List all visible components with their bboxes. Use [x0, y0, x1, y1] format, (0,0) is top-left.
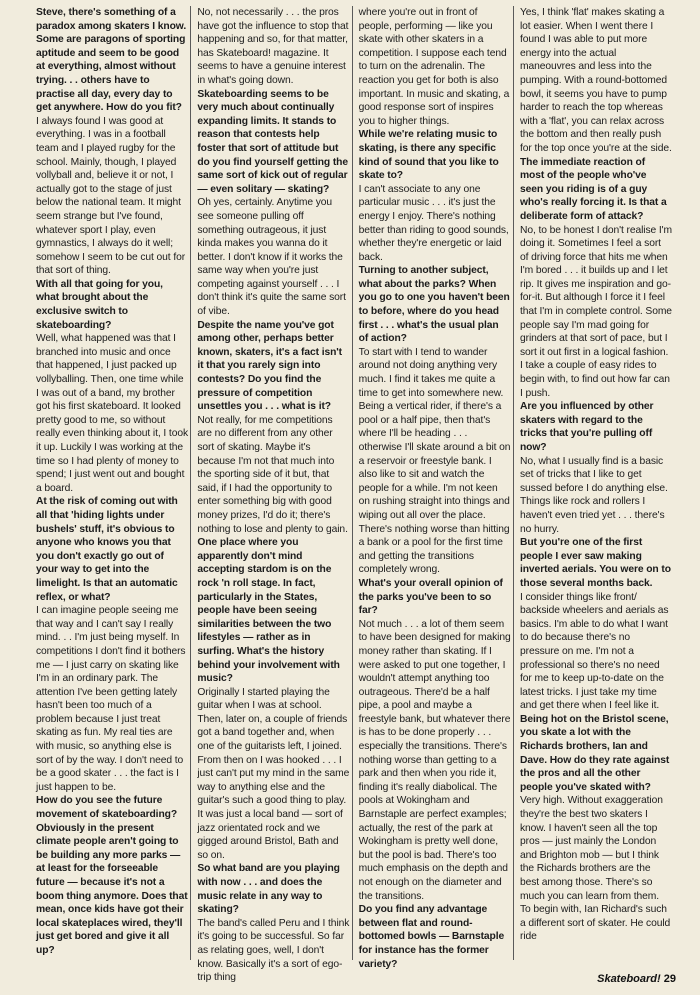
interview-answer: No, not necessarily . . . the pros have got the influence to stop that happening and so, for that matter, has Skateboard! magazine. It seems to have a genuine interest in what's going down.: [197, 7, 349, 86]
page-footer: [597, 973, 676, 985]
interview-answer: No, what I usually find is a basic set of tricks that I like to get sussed before I do anything else. Things like rock and rollers I haven't even tried yet . . . there's no hurry.: [519, 455, 668, 535]
interview-answer: I consider things like front/ backside wheelers and aerials as basics. I'm able to do what I want to do because there's no pressure on me. I'm not a professional so there's no need for me to keep up-to-date on the latest tricks. I just take my time and get there when I feel like it.: [519, 591, 669, 712]
column-4: [513, 6, 672, 960]
interview-answer: I always found I was good at everything. I was in a football team and I played rugby for the school. Mainly, though, I played vollyball and, believe it or not, I actually got to the stage of just below the national team. It might seem strange but I've found, whatever sport I play, even gymnastics, I always do it well; somehow I seem to be cut out for that sort of thing.: [36, 115, 186, 277]
interview-question: One place where you apparently don't mind accepting stardom is on the rock 'n roll stage. In fact, particularly in the States, people have been seeing similarities between the two lifestyles — rather as in surfing. What's the history behind your involvement with music?: [197, 537, 340, 685]
column-1: [36, 6, 188, 960]
interview-answer: Not really, for me competitions are no different from any other sort of skating. Maybe it's because I'm not that much into the sporting side of it but, that said, if I had the opportunity to enter something big with good money prizes, I'd do it; there's nothing to lose and plenty to gain.: [197, 414, 348, 535]
interview-answer: I can't associate to any one particular music . . . it's just the energy I enjoy. There's nothing better than riding to good sounds, whether they're energetic or laid back.: [358, 183, 509, 263]
interview-question: While we're relating music to skating, is there any specific kind of sound that you like to skate to?: [358, 129, 499, 182]
interview-question: Skateboarding seems to be very much about continually expanding limits. It stands to reason that contests help foster that sort of attitude but do you find yourself getting the same sort of kick out of regular — even solitary — skating?: [197, 88, 349, 195]
interview-question: What's your overall opinion of the parks you've been to so far?: [358, 577, 503, 617]
interview-answer: No, to be honest I don't realise I'm doing it. Sometimes I feel a sort of driving force that hits me when I'm bored . . . it builds up and I let rip. It gives me inspiration and go-for-it. But although I force it I feel that I'm in complete control. Some people say I'm mad going for grinders at that sort of pace, but I sort it out first in a logical fashion. I take a couple of easy rides to begin with, to find out how far can I push.: [519, 224, 672, 399]
page-number: 29: [663, 973, 676, 985]
interview-answer: I can imagine people seeing me that way and I can't say I really mind. . . I'm just being myself. In competitions I don't find it bothers me — I just carry on skating like I'm in an ordinary park. The attention I've been getting lately hasn't been too much of a problem because I just treat skating as fun. My real ties are with music, so anything else is sort of by the way. I don't need to be a good skater . . . the fact is I just happen to be.: [36, 605, 186, 793]
interview-question: At the risk of coming out with all that 'hiding lights under bushels' stuff, it's obvious to anyone who knows you that you don't exactly go out of your way to get into the limelight. Is that an automatic reflex, or what?: [36, 496, 178, 603]
interview-question: The immediate reaction of most of the people who've seen you riding is of a guy who's really forcing it. Is that a deliberate form of attack?: [519, 156, 667, 222]
interview-answer: To start with I tend to wander around not doing anything very much. I find it takes me quite a time to get into somewhere new. Being a vertical rider, if there's a pool or a half pipe, then that's where I'll be heading . . . otherwise I'll skate around a bit on a reservoir or freestyle bank. I also like to sit and watch the people for a while. I'm not keen on rushing straight into things and wiping out all over the place. There's nothing worse than hitting a bank or a pool for the first time and getting the transitions completely wrong.: [358, 346, 511, 576]
interview-question: How do you see the future movement of skateboarding? Obviously in the present climate people aren't going to be building any more parks — at least for the forseeable future — because it's not a boom thing anymore. Does that mean, once kids have got their local skateplaces wired, they'll just get bored and give it all up?: [36, 795, 188, 956]
column-3: [352, 6, 511, 970]
interview-answer: where you're out in front of people, performing — like you skate with other skaters in a competition. I suppose each tend to turn on the adrenalin. The reaction you get for both is also important. In music and skating, a good response sort of inspires you to higher things.: [358, 7, 510, 127]
interview-question: Turning to another subject, what about the parks? When you go to one you haven't been to before, where do you head first . . . what's the usual plan of action?: [358, 265, 510, 345]
interview-question: But you're one of the first people I ever saw making inverted aerials. You were on to those several months back.: [519, 537, 671, 589]
interview-answer: The band's called Peru and I think it's going to be successful. So far as relating goes, well, I don't know. Basically it's a sort of ego-trip thing: [197, 917, 350, 984]
interview-question: Being hot on the Bristol scene, you skate a lot with the Richards brothers, Ian and Dave. How do they rate against the pros and all the other people you've skated with?: [519, 713, 670, 793]
interview-answer: Oh yes, certainly. Anytime you see someone pulling off something outrageous, it just kinda makes you wanna do it better. I don't know if it works the same way when you're just competing against yourself . . . I don't think it's quite the same sort of vibe.: [197, 197, 346, 318]
magazine-name: Skateboard!: [597, 973, 661, 985]
interview-answer: Not much . . . a lot of them seem to have been designed for making money rather than skating. If I were asked to put one together, I wouldn't attempt anything too outrageous. There'd be a half pipe, a pool and maybe a freestyle bank, but whatever there is has to be done properly . . . especially the transitions. There's nothing worse than getting to a park and then when you ride it, finding it's really diabolical. The pools at Wokingham and Barnstaple are perfect examples; actually, the rest of the park at Wokingham is pretty well done, but the pool is bad. There's too much emphasis on the depth and not enough on the diameter and the transitions.: [358, 618, 511, 902]
interview-answer: Very high. Without exaggeration they're the best two skaters I know. I haven't seen all the top pros — just mainly the London and Brighton mob — but I think the Richards brothers are the best among those. There's so much you can learn from them. To begin with, Ian Richard's such a different sort of skater. He could ride: [519, 795, 671, 943]
interview-answer: Originally I started playing the guitar when I was at school. Then, later on, a couple of friends got a band together and, when one of the guitarists left, I joined. From then on I was hooked . . . I just can't put my mind in the same way to anything else and the guitar's such a good thing to play. It was just a local band — sort of jazz orientated rock and we gigged around Bristol, Bath and so on.: [197, 686, 350, 861]
interview-answer: Yes, I think 'flat' makes skating a lot easier. When I went there I found I was able to put more energy into the actual maneouvres and less into the pumping. With a round-bottomed bowl, it seems you have to pump harder to reach the top whereas with a 'flat', you can relax across the bottom and then really push for the top once you're at the side.: [519, 7, 672, 154]
column-2: [190, 6, 350, 984]
interview-question: With all that going for you, what brought about the exclusive switch to skateboarding?: [36, 278, 163, 331]
interview-question: So what band are you playing with now . . . and does the music relate in any way to skating?: [197, 863, 340, 916]
interview-question: Do you find any advantage between flat and round-bottomed bowls — Barnstaple for instance has the former variety?: [358, 904, 505, 970]
interview-answer: Well, what happened was that I branched into music and once that happened, I just packed up vollyballing. Then, one time while I was out of a band, my brother got his first skateboard. It looked pretty good to me, so without really even thinking about it, I took it up. Luckily I was working at the time so I had plenty of money to spend; I just went out and bought a board.: [36, 333, 188, 494]
interview-question: Steve, there's something of a paradox among skaters I know. Some are paragons of sporting aptitude and seem to be good at everything, almost without trying. . . others have to practise all day, every day to get anywhere. How do you fit?: [36, 7, 187, 114]
interview-question: Are you influenced by other skaters with regard to the tricks that you're pulling off now?: [519, 401, 654, 453]
interview-question: Despite the name you've got among other, perhaps better known, skaters, it's a fact isn't it that you rarely sign into contests? Do you find the pressure of competition unsettles you . . . what is it?: [197, 319, 342, 413]
